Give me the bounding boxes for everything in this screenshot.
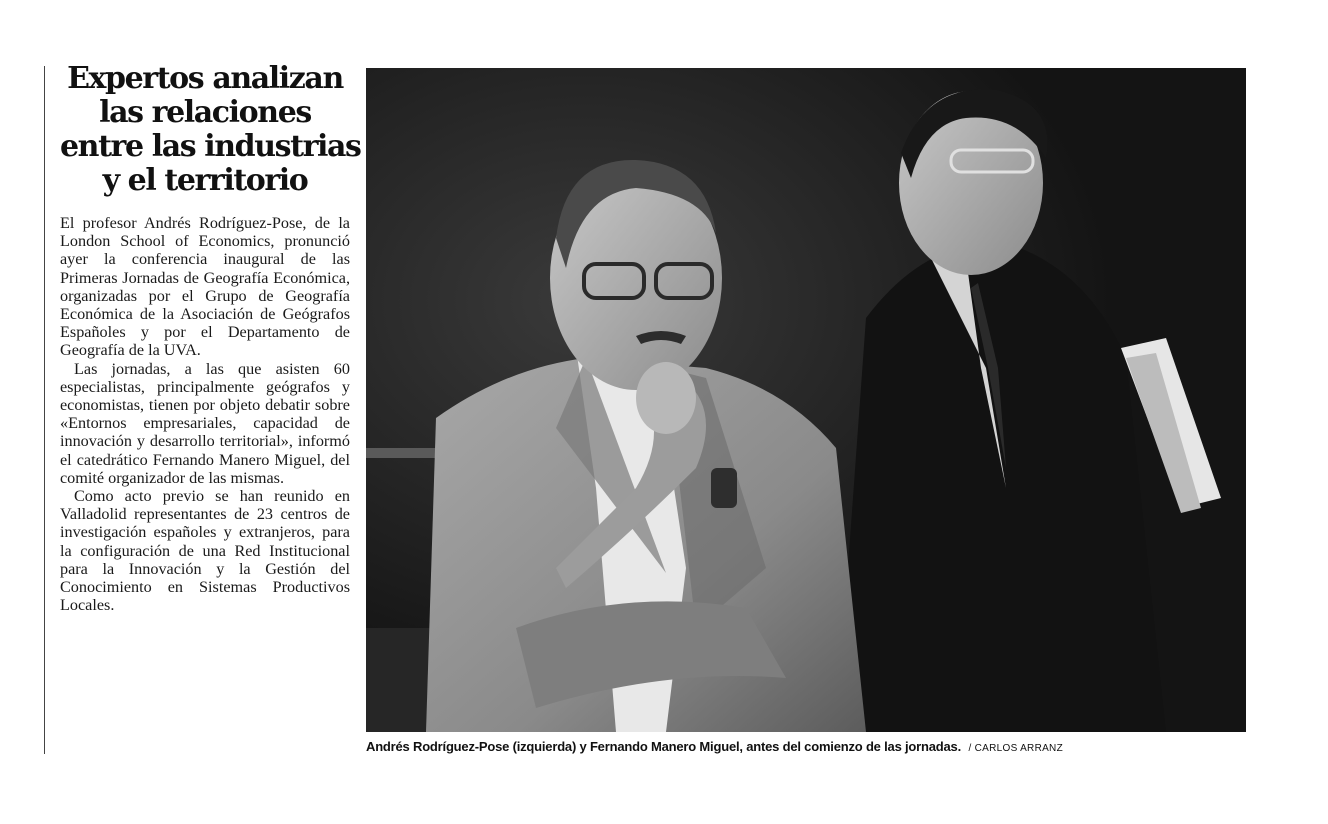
caption-text: Andrés Rodríguez-Pose (izquierda) y Fernando Manero Miguel, antes del comienzo de las jornadas.: [366, 739, 962, 754]
article: [60, 61, 361, 615]
body-paragraph: Las jornadas, a las que asisten 60 especialistas, principalmente geógrafos y economistas, tienen por objeto debatir sobre «Entornos empresariales, capacidad de innovación y desarrollo territorial», informó el catedrático Fernando Manero Miguel, del comité organizador de las mismas.: [60, 359, 350, 487]
headline: [60, 61, 361, 198]
article-body: [60, 214, 350, 614]
headline-line: entre las industrias: [60, 129, 361, 164]
headline-line: las relaciones: [99, 95, 311, 130]
photo-caption: [366, 738, 1266, 756]
headline-line: y el territorio: [102, 163, 308, 198]
column-rule: [44, 66, 45, 754]
body-paragraph: El profesor Andrés Rodríguez-Pose, de la London School of Economics, pronunció ayer la conferencia inaugural de las Primeras Jornadas de Geografía Económica, organizadas por el Grupo de Geografía Económica de la Asociación de Geógrafos Españoles y por el Departamento de Geografía de la UVA.: [60, 214, 350, 360]
body-paragraph: Como acto previo se han reunido en Valladolid representantes de 23 centros de investigación españoles y extranjeros, para la configuración de una Red Institucional para la Innovación y la Gestión del Conocimiento en Sistemas Productivos Locales.: [60, 487, 350, 615]
news-photo: [366, 68, 1246, 732]
photo-credit: / CARLOS ARRANZ: [968, 743, 1063, 754]
headline-line: Expertos analizan: [67, 61, 343, 96]
